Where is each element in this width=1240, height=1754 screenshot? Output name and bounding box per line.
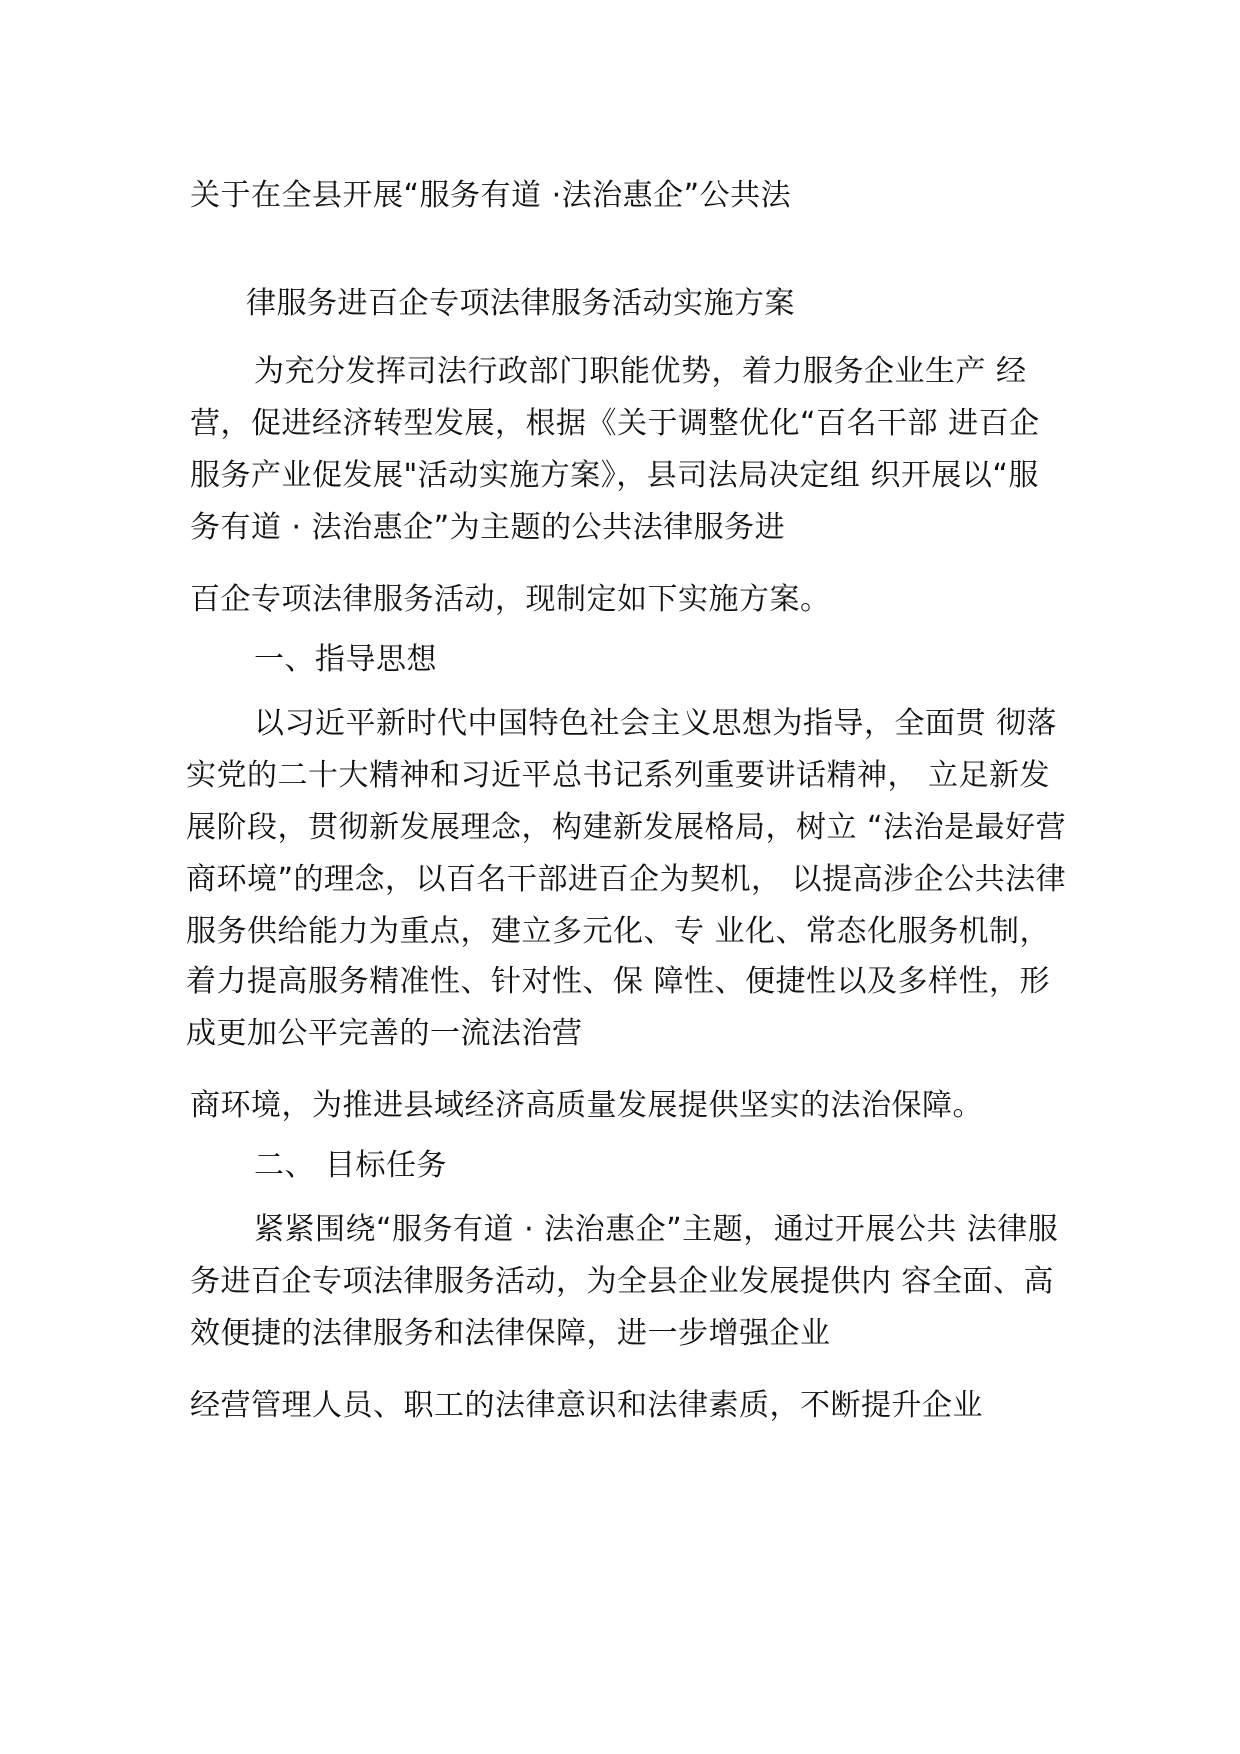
paragraph-2-line-2: 实党的二十大精神和习近平总书记系列重要讲话精神， 立足新发 [186,758,1051,793]
paragraph-2-line-7: 成更加公平完善的一流法治营 [186,1016,583,1051]
paragraph-2-line-5: 服务供给能力为重点，建立多元化、专 业化、常态化服务机制， [186,914,1051,949]
paragraph-2-line-3: 展阶段，贯彻新发展理念，构建新发展格局，树立 “法治是最好营 [186,810,1067,845]
paragraph-3-line-1: 紧紧围绕“服务有道 · 法治惠企”主题，通过开展公共 法律服 [254,1212,1059,1247]
paragraph-3-line-4: 经营管理人员、职工的法律意识和法律素质，不断提升企业 [190,1388,983,1423]
paragraph-1-line-4: 务有道 · 法治惠企”为主题的公共法律服务进 [190,510,786,545]
paragraph-2-line-8: 商环境，为推进县域经济高质量发展提供坚实的法治保障。 [190,1088,983,1123]
paragraph-2-line-1: 以习近平新时代中国特色社会主义思想为指导，全面贯 彻落 [254,706,1058,741]
title-line-2: 律服务进百企专项法律服务活动实施方案 [246,286,795,321]
paragraph-1-line-1: 为充分发挥司法行政部门职能优势，着力服务企业生产 经 [254,354,1027,389]
title-line-1: 关于在全县开展“服务有道 ·法治惠企”公共法 [190,178,792,213]
paragraph-1-line-3: 服务产业促发展"活动实施方案》，县司法局决定组 织开展以“服 [190,458,1039,493]
section-heading-2: 二、 目标任务 [254,1148,448,1183]
paragraph-1-line-5: 百企专项法律服务活动，现制定如下实施方案。 [190,582,831,617]
paragraph-3-line-2: 务进百企专项法律服务活动，为全县企业发展提供内 容全面、高 [190,1264,1055,1299]
section-heading-1: 一、指导思想 [254,642,437,677]
paragraph-1-line-2: 营，促进经济转型发展，根据《关于调整优化“百名干部 进百企 [190,406,1040,441]
paragraph-3-line-3: 效便捷的法律服务和法律保障，进一步增强企业 [190,1316,831,1351]
paragraph-2-line-4: 商环境”的理念，以百名干部进百企为契机， 以提高涉企公共法律 [186,862,1067,897]
paragraph-2-line-6: 着力提高服务精准性、针对性、保 障性、便捷性以及多样性，形 [186,964,1051,999]
